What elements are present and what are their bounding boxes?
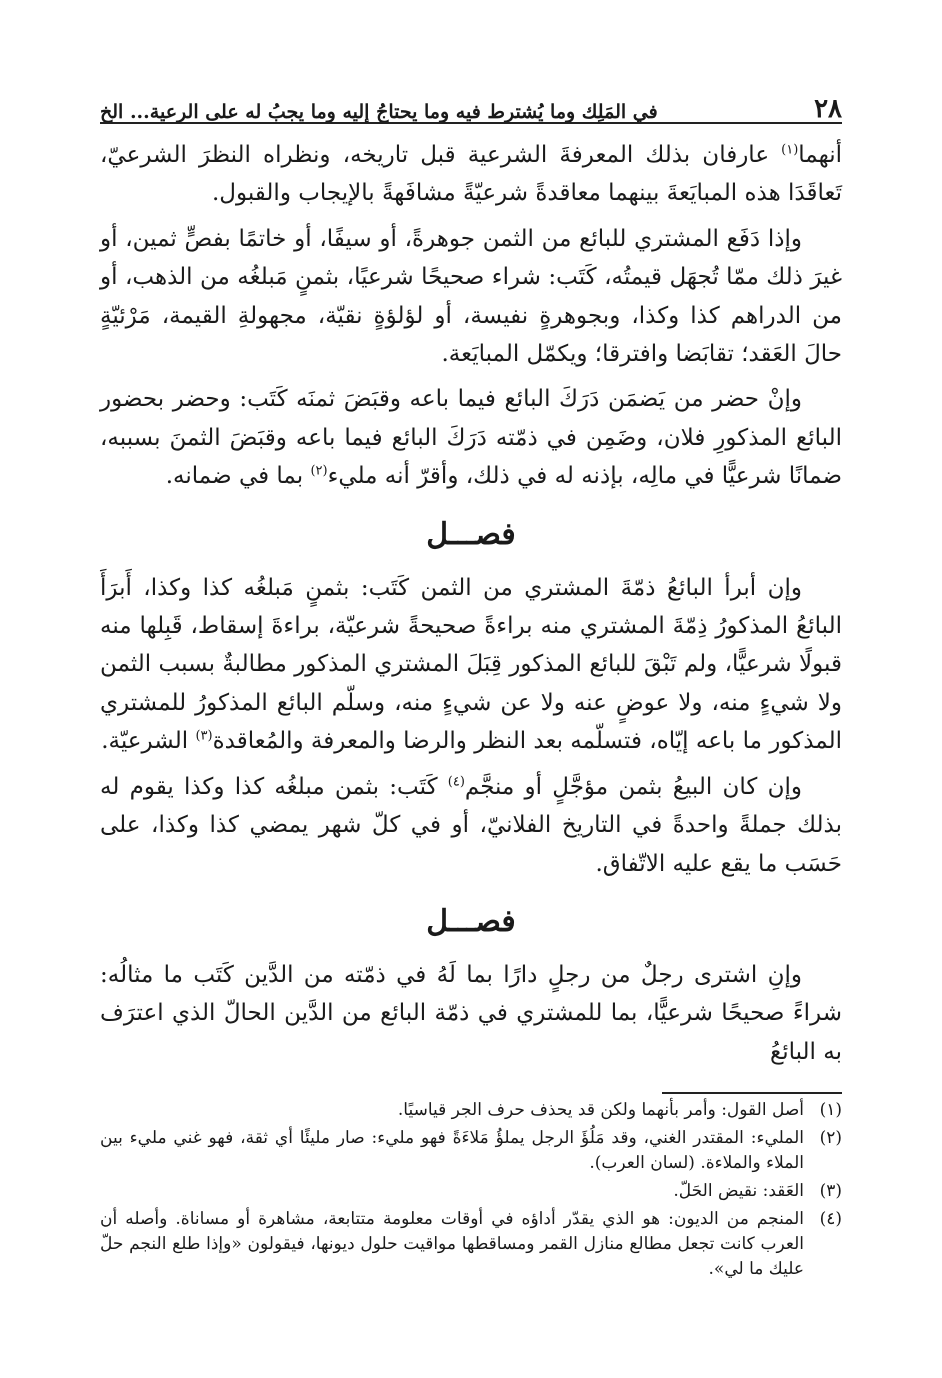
running-title: في المَلِك وما يُشترط فيه وما يحتاجُ إليه وما يجبُ له على الرعية... الخ [100, 101, 658, 123]
footnote-text: أصل القول: وأمر بأنهما ولكن قد يحذف حرف الجر قياسيًا. [397, 1100, 804, 1120]
footnote-text: المنجم من الديون: هو الذي يقدّر أداؤه في أوقات معلومة متتابعة، مشاهرة أو مساناة. وأصله أن العرب كانت تجعل مطالع منازل القمر ومساقطها مواقيت حلول ديونها، فيقولون «وإذا طلع النجم حلّ عليك ما لي». [100, 1209, 804, 1279]
footnote-rule [662, 1092, 842, 1094]
paragraph [100, 768, 842, 883]
footnote-number: (١) [819, 1100, 842, 1120]
footnote-text: المليء: المقتدر الغني، وقد مَلُؤَ الرجل يملؤُ مَلاءَةً فهو مليء: صار مليئًا أي ثقة، فهو غني مليء بين الملاء والملاءة. (لسان العرب). [100, 1128, 804, 1173]
footnote-number: (٤) [819, 1209, 842, 1229]
paragraph [100, 380, 842, 495]
paragraph [100, 569, 842, 761]
footnote-marker: (١) [781, 142, 799, 158]
paragraph-text: كَتَب: بثمن مبلغُه كذا وكذا يقوم له بذلك جملةً واحدةً في التاريخ الفلانيّ، أو في كلّ شهر يمضي كذا وكذا، على حَسَب ما يقع عليه الاتّفاق. [100, 773, 842, 877]
footnote-text: العَقد: نقيض الحَلّ. [673, 1181, 804, 1201]
footnote-marker: (٢) [310, 463, 328, 479]
footnote-number: (٢) [819, 1128, 842, 1148]
footnote [100, 1098, 842, 1123]
paragraph-text: وإنْ حضر من يَضمَن دَرَكَ البائع فيما باعه وقبَضَ ثمنَه كَتَب: وحضر بحضور البائع المذكورِ فلان، وضَمِن في ذمّته دَرَكَ البائع فيما باعه وقبَضَ الثمنَ بسببه، ضمانًا شرعيًّا في مالِه، بإذنه له في ذلك، وأقرّ أنه مليء [100, 386, 842, 490]
paragraph-text: الشرعيّة. [101, 728, 196, 755]
page-number: ٢٨ [814, 94, 842, 124]
footnotes [100, 1098, 842, 1285]
section-heading: فصـــل [426, 903, 516, 939]
header-rule [100, 122, 842, 124]
page-header [100, 82, 842, 122]
footnote [100, 1126, 842, 1176]
section-heading: فصـــل [426, 516, 516, 552]
paragraph-text: عارفان بذلك المعرفةَ الشرعية قبل تاريخه، ونظراه النظرَ الشرعيّ، تَعاقَدَا هذه المبايَعةَ بينهما معاقدةً شرعيّةً مشافَهةً بالإيجاب والقبول. [100, 142, 842, 207]
footnote-marker: (٣) [195, 728, 213, 744]
body-text [100, 136, 842, 1078]
footnote [100, 1207, 842, 1282]
footnote-marker: (٤) [447, 774, 465, 790]
book-page [100, 0, 842, 1378]
paragraph: وإنِ اشترى رجلٌ من رجلٍ دارًا بما لَهُ في ذمّته من الدَّين كَتَب ما مثالُه: شراءً صحيحًا شرعيًّا، بما للمشتري في ذمّة البائع من الدَّين الحالّ الذي اعترَف به البائعُ [100, 961, 842, 1065]
paragraph-text: أنهما [798, 142, 842, 168]
paragraph: وإذا دَفَع المشتري للبائع من الثمن جوهرةً، أو سيفًا، أو خاتمًا بفصٍّ ثمين، أو غيرَ ذلك ممّا تُجهَل قيمتُه، كَتَب: شراء صحيحًا شرعيًا، بثمنٍ مَبلغُه من الذهب، أو من الدراهم كذا وكذا، وبجوهرةٍ نفيسة، أو لؤلؤةٍ نقيّة، مجهولةِ القيمة، مَرْئيّةٍ حالَ العَقد؛ تقابَضا وافترقا؛ ويكمّل المبايَعة. [100, 225, 842, 368]
paragraph [100, 136, 842, 213]
paragraph-text: وإن أبرأ البائعُ ذمّةَ المشتري من الثمن كَتَب: بثمنٍ مَبلغُه كذا وكذا، أَبرَأَ البائعُ المذكورُ ذِمّةَ المشتري منه براءةً صحيحةً شرعيّة، براءةَ إسقاط، قَبِلها منه قبولًا شرعيًّا، ولم تَبْقَ للبائع المذكور قِبَلَ المشتري المذكور مطالبةٌ بسبب الثمن ولا شيءٍ منه، ولا عوضٍ عنه ولا عن شيءٍ منه، وسلّم البائع المذكورُ للمشتري المذكور ما باعه إيّاه، فتسلّمه بعد النظر والرضا والمعرفة والمُعاقدة [100, 574, 842, 755]
paragraph-text: وإن كان البيعُ بثمن مؤجَّلٍ أو منجَّم [464, 773, 802, 800]
footnote [100, 1179, 842, 1204]
paragraph-text: بما في ضمانه. [165, 463, 311, 490]
footnote-number: (٣) [819, 1181, 842, 1201]
